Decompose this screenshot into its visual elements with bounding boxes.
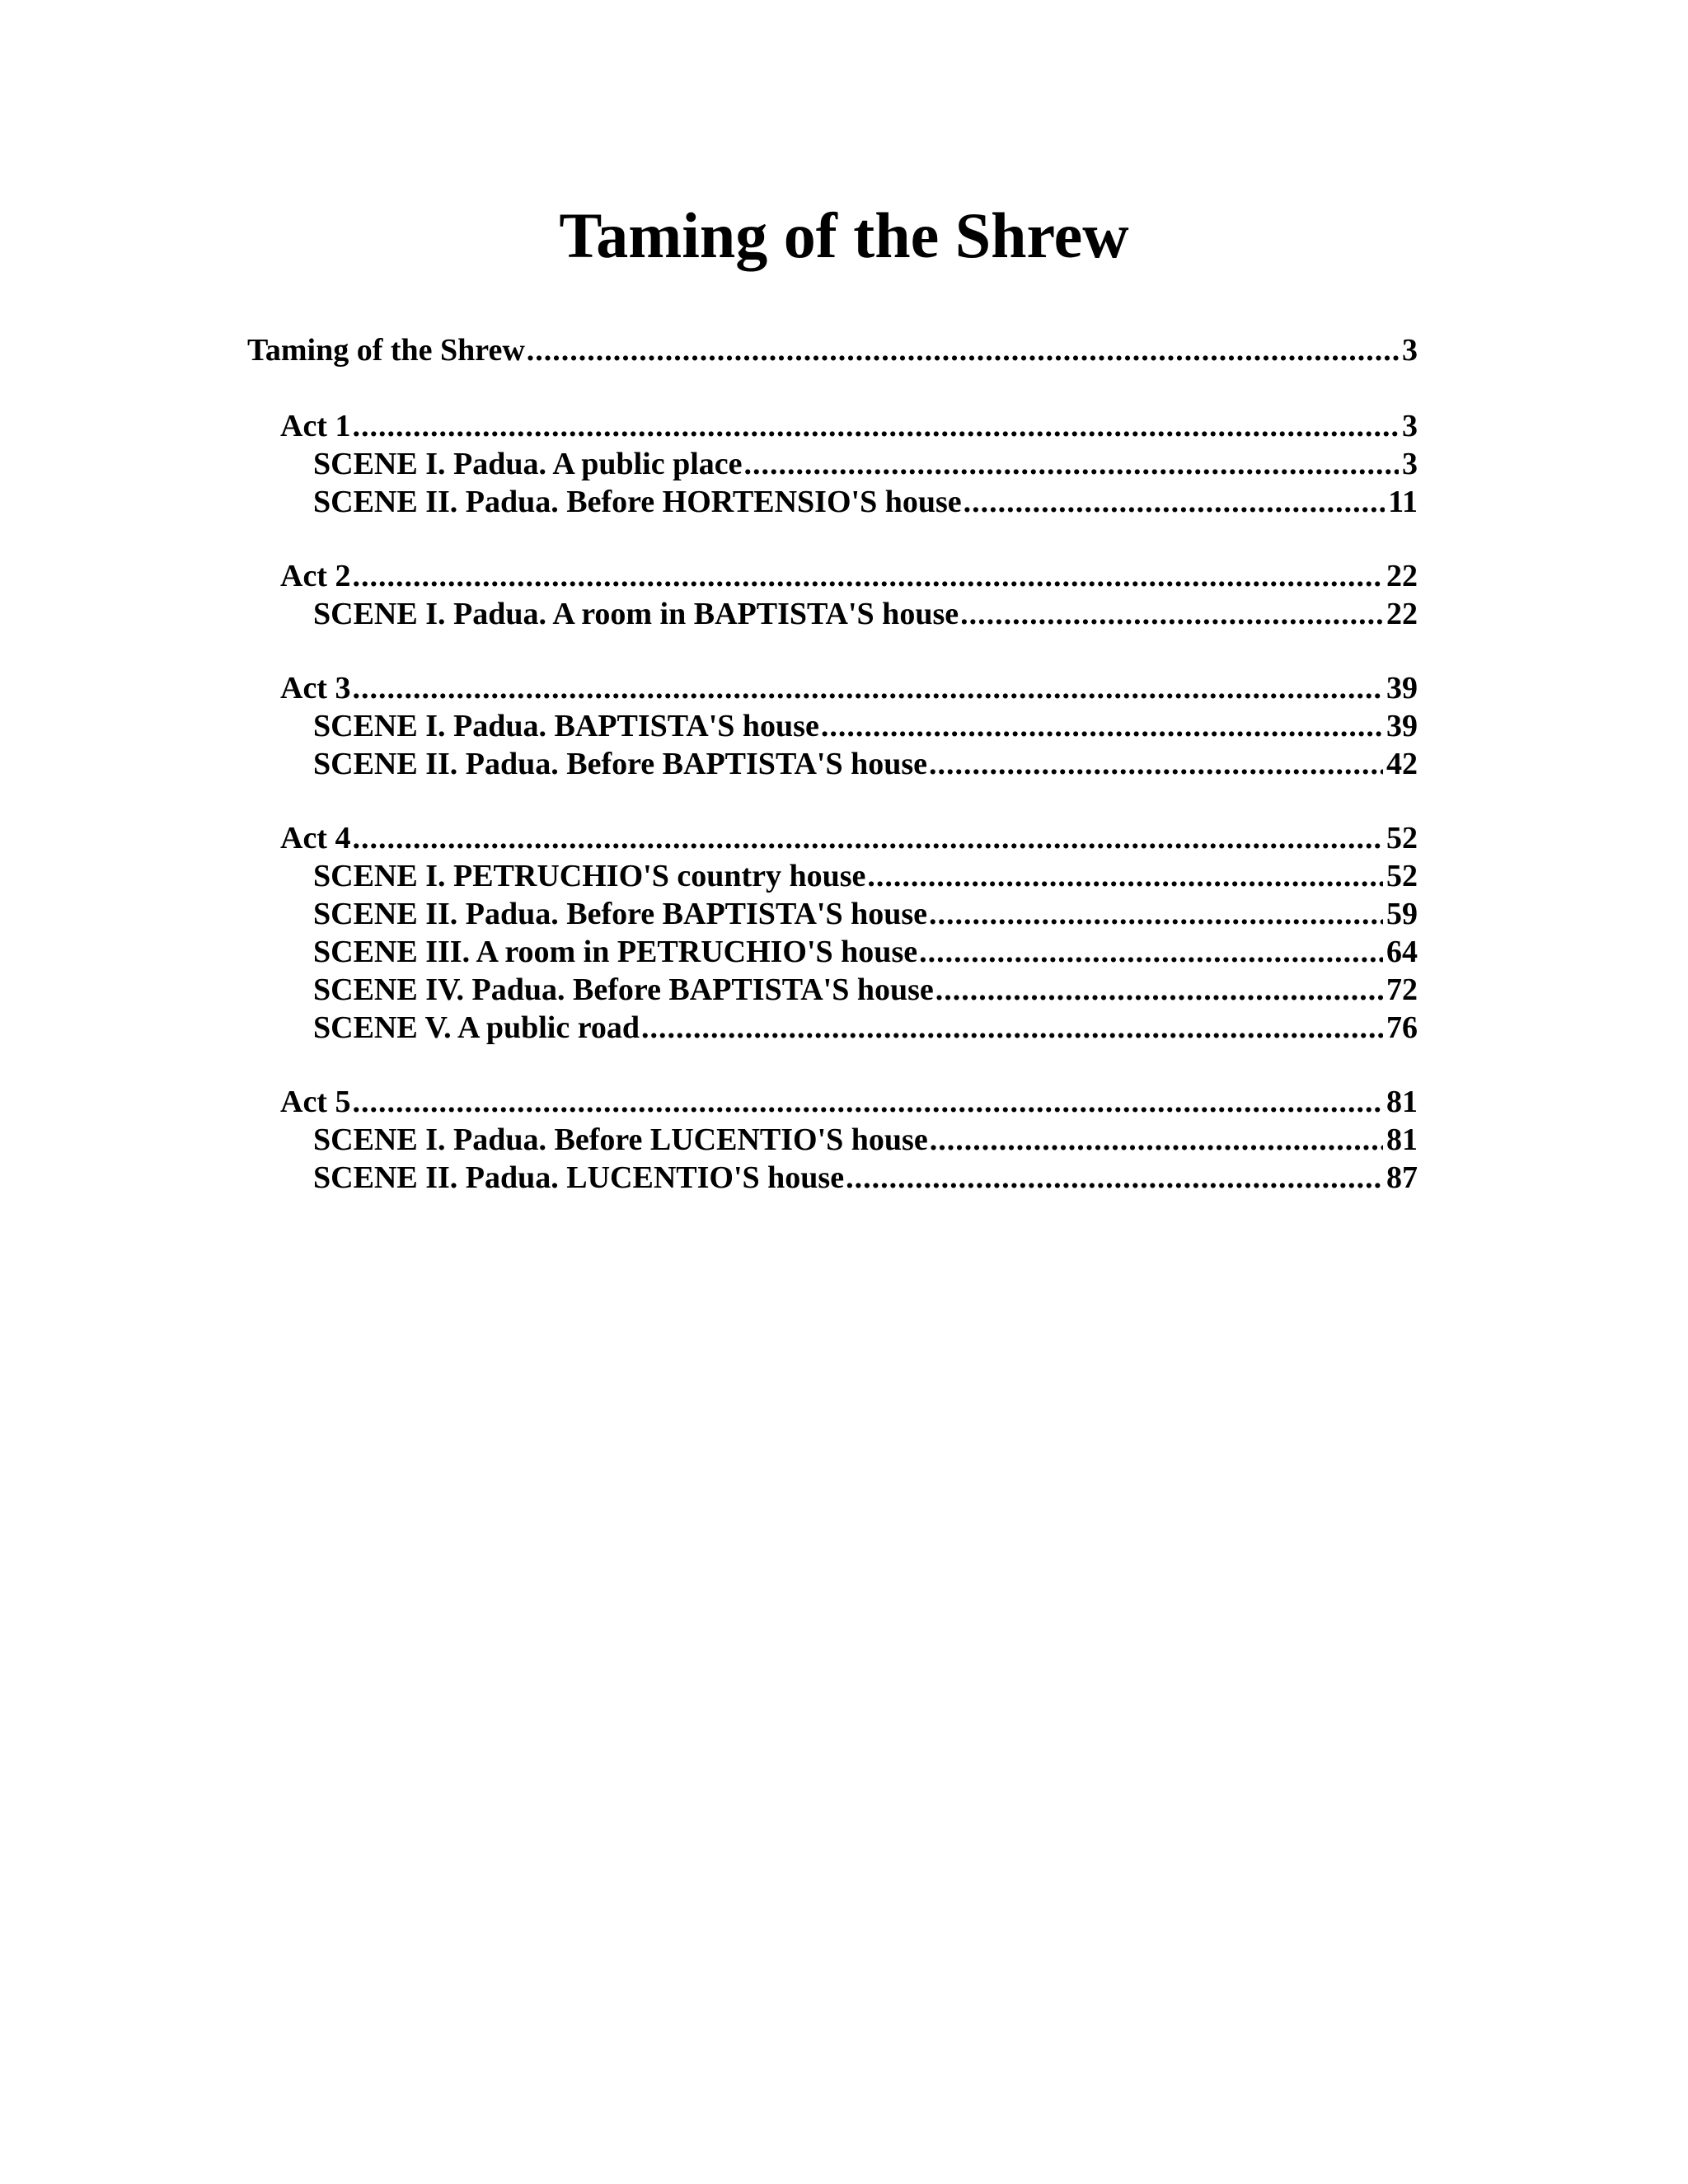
toc-entry-act[interactable] [247,1083,1418,1121]
toc-page-number: 39 [1386,671,1418,705]
toc-page-number: 22 [1386,597,1418,631]
toc-entry-scene[interactable] [247,1121,1418,1159]
dot-leader [929,745,1383,783]
toc-entry-label: SCENE IV. Padua. Before BAPTISTA'S house [313,972,934,1007]
toc-spacer [247,369,1418,407]
toc-entry-scene[interactable] [247,895,1418,933]
dot-leader [352,669,1383,707]
toc-entry-scene[interactable] [247,971,1418,1009]
toc-entry-label: Act 2 [280,559,351,593]
toc-page-number: 59 [1386,897,1418,931]
toc-page-number: 72 [1386,972,1418,1007]
toc-entry-label: Act 4 [280,821,351,855]
toc-entry-scene[interactable] [247,483,1418,521]
toc-page-number: 52 [1386,821,1418,855]
dot-leader [919,933,1383,971]
toc-entry-act[interactable] [247,669,1418,707]
document-title: Taming of the Shrew [559,199,1129,271]
toc-entry-label: Taming of the Shrew [247,333,525,368]
toc-entry-act[interactable] [247,557,1418,595]
toc-spacer [247,633,1418,669]
toc-entry-scene[interactable] [247,1159,1418,1197]
toc-entry-label: SCENE I. Padua. BAPTISTA'S house [313,709,819,743]
toc-entry-scene[interactable] [247,595,1418,633]
dot-leader [929,895,1383,933]
dot-leader [641,1009,1383,1047]
dot-leader [867,857,1383,895]
toc-page-number: 39 [1386,709,1418,743]
toc-entry-scene[interactable] [247,1009,1418,1047]
toc-spacer [247,783,1418,819]
dot-leader [960,595,1383,633]
toc-entry-scene[interactable] [247,745,1418,783]
toc-page-number: 76 [1386,1010,1418,1045]
toc-page-number: 81 [1386,1122,1418,1157]
toc-entry-label: SCENE I. Padua. A public place [313,447,743,481]
toc-page-number: 81 [1386,1085,1418,1119]
dot-leader [352,557,1383,595]
toc-entry-act[interactable] [247,819,1418,857]
dot-leader [964,483,1385,521]
toc-page-number: 87 [1386,1160,1418,1195]
toc-entry-label: Act 3 [280,671,351,705]
toc-entry-label: SCENE II. Padua. Before BAPTISTA'S house [313,897,928,931]
toc-spacer [247,521,1418,557]
dot-leader [352,1083,1383,1121]
dot-leader [744,445,1399,483]
toc-entry-label: SCENE I. PETRUCHIO'S country house [313,859,866,893]
toc-entry-act[interactable] [247,407,1418,445]
dot-leader [352,407,1399,445]
toc-entry-scene[interactable] [247,445,1418,483]
toc-entry-label: SCENE II. Padua. Before HORTENSIO'S house [313,485,962,519]
dot-leader [352,819,1383,857]
toc-entry-label: SCENE III. A room in PETRUCHIO'S house [313,935,918,969]
dot-leader [846,1159,1383,1197]
toc-page-number: 22 [1386,559,1418,593]
toc-page-number: 64 [1386,935,1418,969]
toc-page-number: 3 [1402,447,1418,481]
toc-entry-label: SCENE I. Padua. Before LUCENTIO'S house [313,1122,928,1157]
toc-entry-root[interactable] [247,331,1418,369]
toc-entry-scene[interactable] [247,933,1418,971]
toc-entry-label: SCENE II. Padua. Before BAPTISTA'S house [313,747,928,781]
toc-entry-label: SCENE I. Padua. A room in BAPTISTA'S house [313,597,959,631]
toc-page-number: 11 [1388,485,1418,519]
toc-entry-label: SCENE V. A public road [313,1010,640,1045]
toc-entry-scene[interactable] [247,707,1418,745]
toc-entry-label: Act 5 [280,1085,351,1119]
toc-page-number: 3 [1402,409,1418,443]
toc-entry-label: SCENE II. Padua. LUCENTIO'S house [313,1160,845,1195]
toc-entry-scene[interactable] [247,857,1418,895]
dot-leader [821,707,1383,745]
toc-spacer [247,1047,1418,1083]
dot-leader [527,331,1399,369]
toc-page-number: 42 [1386,747,1418,781]
toc-page-number: 52 [1386,859,1418,893]
dot-leader [930,1121,1383,1159]
dot-leader [935,971,1383,1009]
toc-page-number: 3 [1402,333,1418,368]
toc-entry-label: Act 1 [280,409,351,443]
table-of-contents [247,331,1418,1197]
